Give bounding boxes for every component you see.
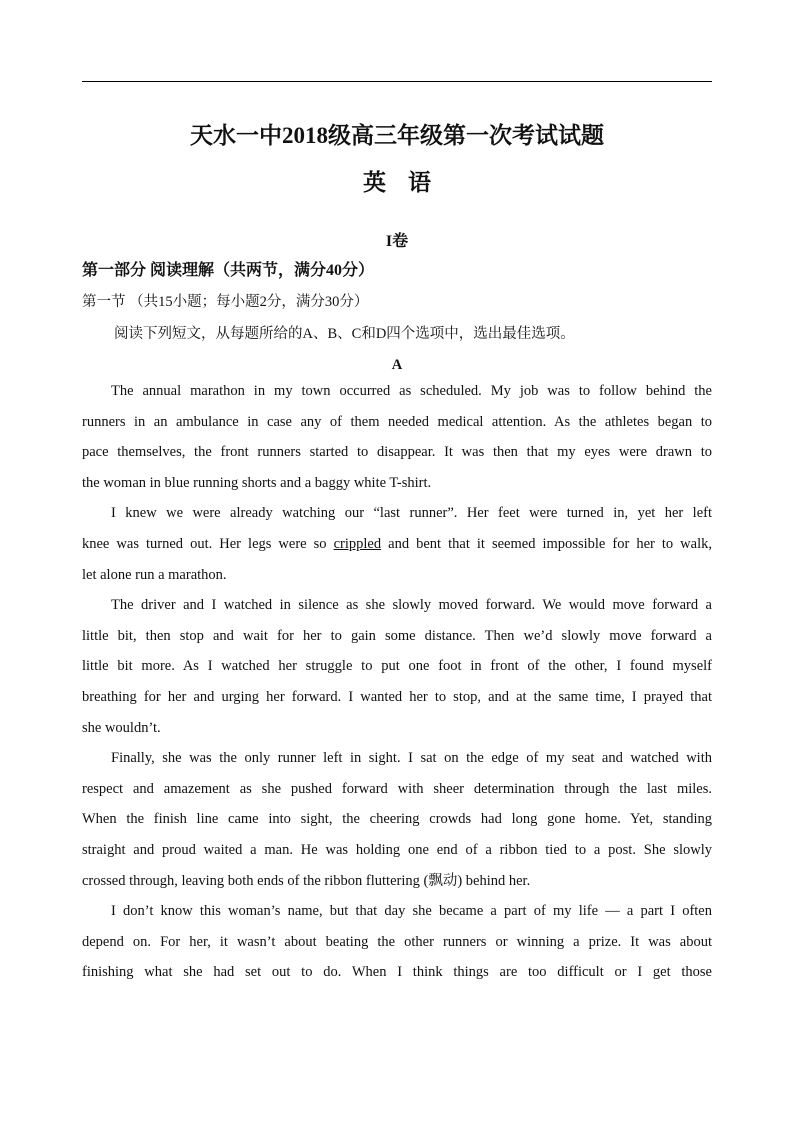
paragraph-line [82, 529, 712, 560]
passage-label: A [391, 357, 403, 373]
paragraph-1 [82, 376, 712, 498]
paragraph-line: The annual marathon in my town occurred as scheduled. My job was to follow behind the [111, 383, 712, 399]
paragraph-line: I don’t know this woman’s name, but that day she became a part of my life — a part I often [111, 903, 712, 920]
paragraph-line: crossed through, leaving both ends of the ribbon fluttering (飘动) behind her. [82, 872, 531, 889]
paragraph-line: When the finish line came into sight, the cheering crowds had long gone home. Yet, standing [82, 811, 712, 828]
paragraph-line: The driver and I watched in silence as she slowly moved forward. We would move forward a [111, 597, 712, 614]
subject-title: 英语 [363, 170, 453, 195]
paragraph-line: runners in an ambulance in case any of them needed medical attention. As the athletes began to [82, 413, 712, 430]
paragraph-line: depend on. For her, it wasn’t about beating the other runners or winning a prize. It was about [82, 933, 712, 950]
paragraph-line: the woman in blue running shorts and a baggy white T-shirt. [82, 474, 432, 491]
paragraph-4 [82, 743, 712, 896]
passage-a [82, 376, 712, 988]
underlined-word: crippled [333, 535, 382, 552]
line-text: and bent that it seemed impossible for her to walk, [381, 535, 712, 552]
volume-label: I卷 [385, 233, 409, 250]
paragraph-line: finishing what she had set out to do. When I think things are too difficult or I get those [82, 964, 712, 981]
section-heading: 第一节 （共15小题；每小题2分，满分30分） [82, 294, 369, 310]
paragraph-line: Finally, she was the only runner left in sight. I sat on the edge of my seat and watched with [111, 750, 712, 767]
paragraph-line: little bit, then stop and wait for her to gain some distance. Then we’d slowly move forward a [82, 627, 712, 644]
paragraph-line: respect and amazement as she pushed forward with sheer determination through the last miles. [82, 780, 712, 797]
paragraph-line: I knew we were already watching our “last runner”. Her feet were turned in, yet her left [111, 505, 712, 522]
paragraph-3 [82, 590, 712, 743]
paragraph-line: breathing for her and urging her forward. I wanted her to stop, and at the same time, I prayed that [82, 688, 712, 705]
paragraph-line: little bit more. As I watched her struggle to put one foot in front of the other, I found myself [82, 658, 712, 675]
paragraph-line: let alone run a marathon. [82, 566, 227, 583]
line-text: knee was turned out. Her legs were so [82, 535, 334, 552]
paragraph-5 [82, 896, 712, 988]
paragraph-line: straight and proud waited a man. He was holding one end of a ribbon tied to a post. She slowly [82, 841, 712, 858]
part-heading: 第一部分 阅读理解（共两节，满分40分） [82, 262, 375, 279]
paragraph-2 [82, 498, 712, 590]
exam-title: 天水一中2018级高三年级第一次考试试题 [190, 123, 604, 148]
paragraph-line: she wouldn’t. [82, 719, 161, 736]
header-rule [82, 81, 712, 82]
directions-text: 阅读下列短文，从每题所给的A、B、C和D四个选项中，选出最佳选项。 [114, 326, 575, 342]
paragraph-line: pace themselves, the front runners started to disappear. It was then that my eyes were drawn to [82, 444, 712, 461]
